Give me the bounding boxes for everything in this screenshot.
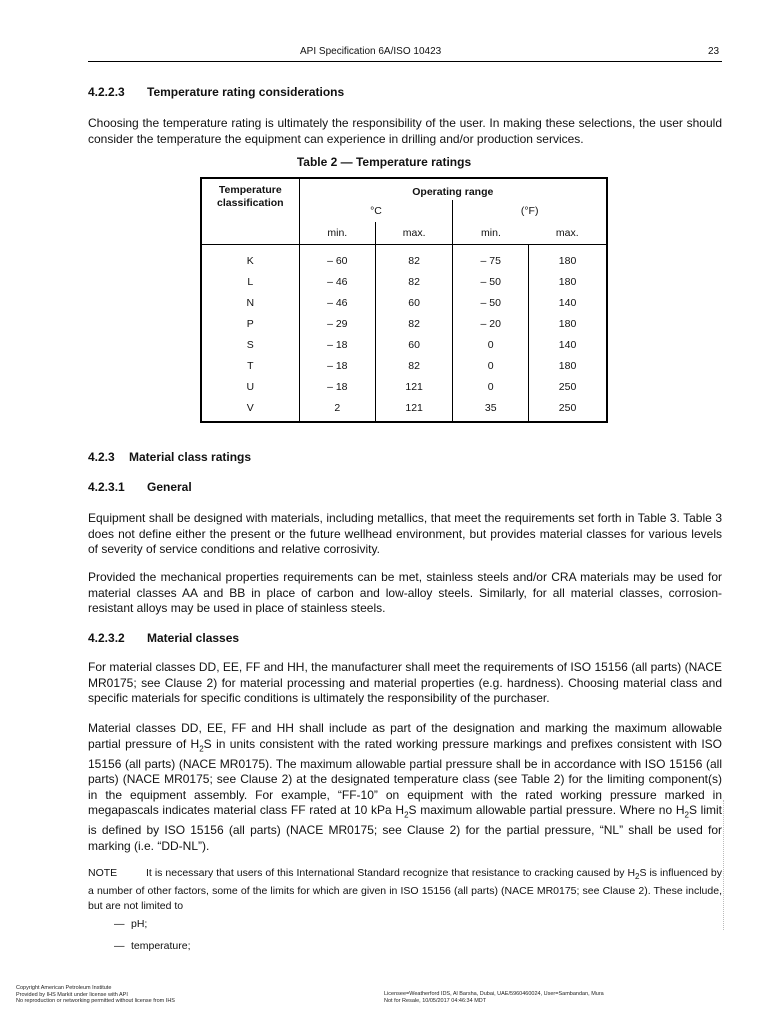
section-heading-4231 xyxy=(88,480,192,494)
table-cell-fmax: 140 xyxy=(558,338,577,351)
scan-edge xyxy=(723,800,724,930)
table-cell-fmin: 0 xyxy=(453,334,529,355)
section-number: 4.2.2.3 xyxy=(88,85,125,99)
table-cell-cls: N xyxy=(201,292,299,313)
header-temperature-classification: Temperature classification xyxy=(201,178,299,244)
header-c-min: min. xyxy=(299,222,375,244)
table-cell-fmax: 180 xyxy=(558,317,577,330)
table-cell-fmin: – 50 xyxy=(453,271,529,292)
section-title: Temperature rating considerations xyxy=(147,85,345,99)
table-cell-fmax: 180 xyxy=(558,359,577,372)
header-unit-fahrenheit: (°F) xyxy=(520,205,539,217)
section-heading-423 xyxy=(88,450,251,464)
table-cell-fmax: 140 xyxy=(558,296,577,309)
table-row xyxy=(201,313,607,334)
header-operating-range: Operating range xyxy=(412,185,494,198)
table-cell-fmax: 250 xyxy=(558,401,577,414)
header-c-max: max. xyxy=(375,222,452,244)
page-number: 23 xyxy=(708,46,720,57)
table-cell-fmin: 35 xyxy=(453,397,529,418)
header-unit-celsius: °C xyxy=(299,200,453,222)
table-cell-cmin: – 60 xyxy=(299,250,375,271)
table-row xyxy=(201,250,607,271)
table-cell-cmax: 121 xyxy=(375,376,452,397)
table-cell-cmax: 82 xyxy=(375,250,452,271)
table-cell-fmin: 0 xyxy=(453,376,529,397)
table-cell-cls: V xyxy=(201,397,299,418)
note-label: NOTE xyxy=(88,867,118,879)
table-cell-fmin: – 20 xyxy=(453,313,529,334)
table-cell-cls: K xyxy=(201,250,299,271)
table-row xyxy=(201,376,607,397)
table-cell-cmin: – 18 xyxy=(299,376,375,397)
table-cell-cmax: 82 xyxy=(375,355,452,376)
section-title: Material class ratings xyxy=(129,450,252,464)
table-row xyxy=(201,397,607,418)
temperature-ratings-table xyxy=(200,177,608,423)
footer-license: Licensee=Weatherford IDS, Al Barsha, Dubai, UAE/5960460024, User=Sambandan, Mura Not for Resale, 10/05/2017 04:46:34 MDT xyxy=(384,991,604,1004)
section-number: 4.2.3.2 xyxy=(88,631,125,645)
table-cell-cls: U xyxy=(201,376,299,397)
table-cell-cmax: 82 xyxy=(375,313,452,334)
section-heading-4232 xyxy=(88,631,239,645)
paragraph-temperature-rating: Choosing the temperature rating is ultimately the responsibility of the user. In making these selections, the user should consider the temperature the equipment can experience in drilling and/or production services. xyxy=(88,116,722,146)
table-cell-fmax: 180 xyxy=(558,275,577,288)
table-row xyxy=(201,355,607,376)
paragraph-material-classes-2: Material classes DD, EE, FF and HH shall include as part of the designation and marking the maximum allowable partial pressure of $H_2S$ in units consistent with the rated working pressure markings and prefixes consistent with ISO 15156 (all parts) (NACE MR0175). The maximum allowable partial pressure shall be in accordance with ISO 15156 (all parts) (NACE MR0175; see Clause 2) at the designated temperature class (see Table 2) for the limiting component(s) in the equipment assembly. For example, “FF-10” on equipment with the rated working pressure marked in megapascals indicates material class FF rated at 10 kPa $H_2S$ maximum allowable partial pressure. Where no $H_2S$ limit is defined by ISO 15156 (all parts) (NACE MR0175; see Clause 2) for the partial pressure, “NL” shall be used for marking (i.e. “DD-NL”). xyxy=(88,721,722,853)
table-cell-fmax: 180 xyxy=(558,254,577,267)
table-cell-cmin: – 46 xyxy=(299,292,375,313)
header-f-max: max. xyxy=(529,222,607,244)
table-cell-cls: S xyxy=(201,334,299,355)
table-cell-cmin: – 18 xyxy=(299,355,375,376)
table-cell-cls: L xyxy=(201,271,299,292)
table-cell-cls: P xyxy=(201,313,299,334)
section-number: 4.2.3.1 xyxy=(88,480,125,494)
section-title: Material classes xyxy=(147,631,240,645)
table-cell-cmax: 82 xyxy=(375,271,452,292)
table-cell-cmin: 2 xyxy=(299,397,375,418)
section-number: 4.2.3 xyxy=(88,450,115,464)
table-cell-cmax: 60 xyxy=(375,292,452,313)
table-cell-fmin: – 75 xyxy=(453,250,529,271)
list-item: — pH; xyxy=(114,918,148,930)
table-row xyxy=(201,271,607,292)
table-cell-fmin: – 50 xyxy=(453,292,529,313)
table-cell-cmin: – 46 xyxy=(299,271,375,292)
paragraph-material-classes-1: For material classes DD, EE, FF and HH, the manufacturer shall meet the requirements of ISO 15156 (all parts) (NACE MR0175; see Clause 2) for material processing and material properties (e.g. hardness). Choosing material class and specific materials for specific conditions is ultimately the responsibility of the purchaser. xyxy=(88,660,722,705)
table-cell-fmax: 250 xyxy=(558,380,577,393)
paragraph-general-2: Provided the mechanical properties requirements can be met, stainless steels and/or CRA materials may be used for material classes AA and BB in place of carbon and low-alloy steels. Similarly, for all material classes, corrosion-resistant alloys may be used in place of stainless steels. xyxy=(88,570,722,615)
list-item: — temperature; xyxy=(114,940,191,952)
table-cell-cmax: 121 xyxy=(375,397,452,418)
section-title: General xyxy=(147,480,192,494)
note-paragraph: NOTE It is necessary that users of this International Standard recognize that resistance to cracking caused by $H_2S$ is influenced by a number of other factors, some of the limits for which are given in ISO 15156 (all parts) (NACE MR0175; see Clause 2). These include, but are not limited to xyxy=(88,867,722,913)
table-caption: Table 2 — Temperature ratings xyxy=(296,155,472,169)
section-heading-4223 xyxy=(88,85,344,99)
table-cell-cmax: 60 xyxy=(375,334,452,355)
table-cell-cls: T xyxy=(201,355,299,376)
table-row xyxy=(201,334,607,355)
table-cell-fmin: 0 xyxy=(453,355,529,376)
header-rule xyxy=(88,61,722,62)
table-cell-cmin: – 29 xyxy=(299,313,375,334)
table-cell-cmin: – 18 xyxy=(299,334,375,355)
table-row xyxy=(201,292,607,313)
footer-copyright: Copyright American Petroleum Institute Provided by IHS Markit under license with API No reproduction or networking permitted without license from IHS xyxy=(16,985,175,1004)
paragraph-general-1: Equipment shall be designed with materials, including metallics, that meet the requirements set forth in Table 3. Table 3 does not define either the present or the future wellhead environment, but provides material classes for various levels of severity of service conditions and relative corrosivity. xyxy=(88,511,722,556)
running-header-title: API Specification 6A/ISO 10423 xyxy=(300,46,442,57)
header-f-min: min. xyxy=(453,222,529,244)
